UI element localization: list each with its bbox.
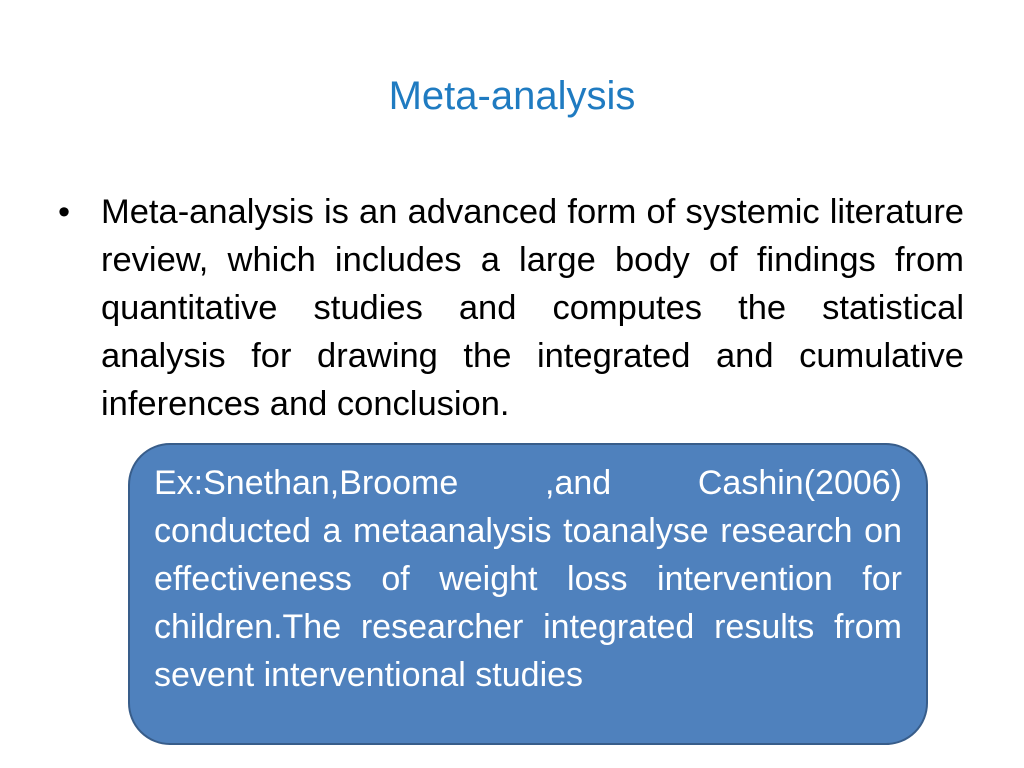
- slide-title: Meta-analysis: [388, 74, 636, 118]
- bullet-text: Meta-analysis is an advanced form of systemic literature review, which includes a large body of findings from quantitative studies and computes the statistical analysis for drawing the integrated and cumulative inferences and conclusion.: [101, 193, 964, 423]
- bullet-marker: •: [58, 193, 71, 231]
- example-callout-box: [128, 443, 928, 745]
- example-text: Ex:Snethan,Broome ,and Cashin(2006) conducted a metaanalysis toanalyse research on effectiveness of weight loss intervention for children.The researcher integrated results from sevent interventional studies: [154, 464, 902, 694]
- bullet-item: [58, 188, 964, 428]
- bullet-list: [58, 188, 964, 428]
